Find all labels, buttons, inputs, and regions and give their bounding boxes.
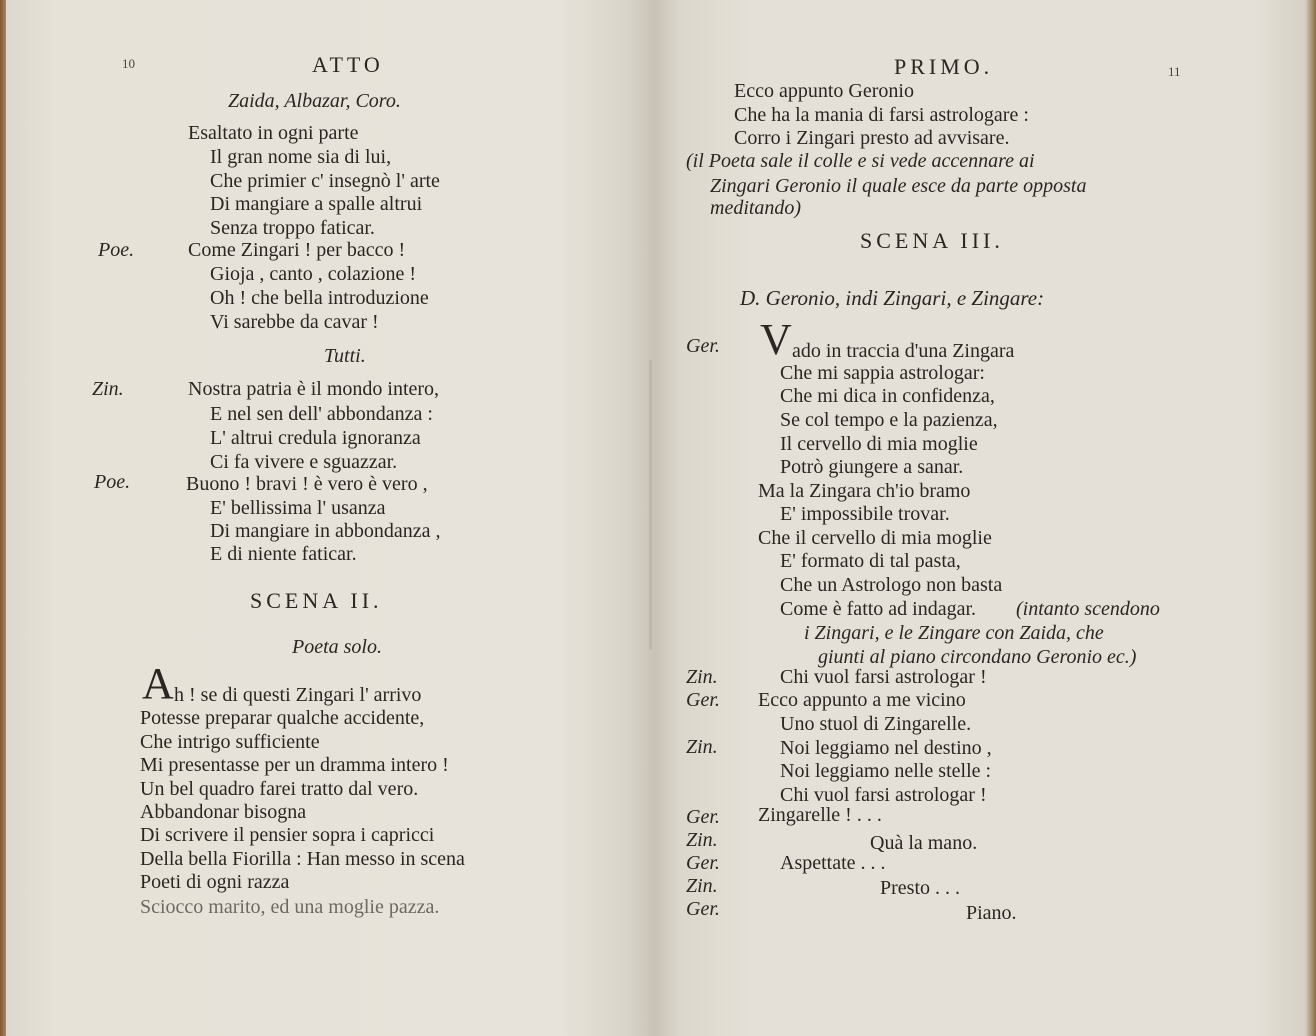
stage-direction: meditando) <box>710 197 802 219</box>
verse-line: Chi vuol farsi astrologar ! <box>780 784 987 806</box>
drop-cap: V <box>760 315 792 364</box>
verse-line: E' bellissima l' usanza <box>210 497 386 519</box>
verse-line: Un bel quadro farei tratto dal vero. <box>140 778 419 800</box>
stage-direction: giunti al piano circondano Geronio ec.) <box>818 646 1137 668</box>
speaker-label: Ger. <box>686 852 720 874</box>
verse-line: Mi presentasse per un dramma intero ! <box>140 754 449 776</box>
verse-line: Che il cervello di mia moglie <box>758 527 992 549</box>
verse-line: ado in traccia d'una Zingara <box>792 340 1015 362</box>
verse-line: Ecco appunto a me vicino <box>758 689 966 711</box>
verse-line: Di mangiare a spalle altrui <box>210 193 423 215</box>
verse-line: Uno stuol di Zingarelle. <box>780 713 972 735</box>
stage-direction: (intanto scendono <box>1016 598 1160 620</box>
stage-direction: i Zingari, e le Zingare con Zaida, che <box>804 622 1104 644</box>
verse-line: E nel sen dell' abbondanza : <box>210 403 433 425</box>
verse-line: h ! se di questi Zingari l' arrivo <box>174 684 422 706</box>
verse-line: Chi vuol farsi astrologar ! <box>780 666 987 688</box>
verse-line: Sciocco marito, ed una moglie pazza. <box>140 896 440 918</box>
verse-line: Piano. <box>966 902 1017 924</box>
stage-direction: (il Poeta sale il colle e si vede accennare ai <box>686 150 1035 172</box>
drop-cap: A <box>142 659 174 708</box>
verse-line: Di mangiare in abbondanza , <box>210 520 441 542</box>
verse-line: Oh ! che bella introduzione <box>210 287 429 309</box>
verse-line: Vi sarebbe da cavar ! <box>210 311 379 333</box>
verse-line: Della bella Fiorilla : Han messo in scena <box>140 848 465 870</box>
verse-line: Come è fatto ad indagar. <box>780 598 977 620</box>
verse-line: Noi leggiamo nelle stelle : <box>780 760 992 782</box>
verse-line: Abbandonar bisogna <box>140 801 307 823</box>
speaker-label: Ger. <box>686 898 720 920</box>
scene-title: SCENA III. <box>860 228 1004 253</box>
speaker-label: Ger. <box>686 689 720 711</box>
speaker-label: Zin. <box>686 829 718 851</box>
verse-line: Gioja , canto , colazione ! <box>210 263 417 285</box>
running-header: ATTO <box>312 52 384 77</box>
verse-line: E' impossibile trovar. <box>780 503 950 525</box>
verse-line: Nostra patria è il mondo intero, <box>188 378 440 400</box>
verse-line: L' altrui credula ignoranza <box>210 427 421 449</box>
speaker-label: Ger. <box>686 335 720 357</box>
verse-line: Come Zingari ! per bacco ! <box>188 239 406 261</box>
verse-line: Presto . . . <box>880 877 960 899</box>
verse-line: E' formato di tal pasta, <box>780 550 961 572</box>
verse-line: Che primier c' insegnò l' arte <box>210 170 440 192</box>
verse-line: Zingarelle ! . . . <box>758 804 882 826</box>
verse-line: Che ha la mania di farsi astrologare : <box>734 104 1029 126</box>
scene-cast: Poeta solo. <box>292 636 382 658</box>
verse-line: Che mi sappia astrologar: <box>780 362 985 384</box>
verse-line: Noi leggiamo nel destino , <box>780 737 992 759</box>
verse-line: Senza troppo faticar. <box>210 217 375 239</box>
verse-line: Poeti di ogni razza <box>140 871 290 893</box>
verse-line: Aspettate . . . <box>780 852 886 874</box>
speaker-label: Poe. <box>94 471 131 493</box>
verse-line: Il gran nome sia di lui, <box>210 146 392 168</box>
speaker-label: Zin. <box>92 378 124 400</box>
verse-line: Che mi dica in confidenza, <box>780 385 995 407</box>
verse-line: Se col tempo e la pazienza, <box>780 409 998 431</box>
verse-line: Che un Astrologo non basta <box>780 574 1003 596</box>
scene-cast: D. Geronio, indi Zingari, e Zingare: <box>740 286 1045 310</box>
verse-line: Potesse preparar qualche accidente, <box>140 707 425 729</box>
speaker-label: Zin. <box>686 736 718 758</box>
gutter-shadow <box>649 360 652 650</box>
running-header: PRIMO. <box>894 54 994 79</box>
scene-title: SCENA II. <box>250 588 383 613</box>
stage-direction: Zingari Geronio il quale esce da parte opposta <box>710 175 1087 197</box>
right-page <box>654 0 1306 1036</box>
speaker-label: Poe. <box>98 239 135 261</box>
cast-list: Zaida, Albazar, Coro. <box>228 90 401 112</box>
chorus-heading: Tutti. <box>324 345 366 367</box>
verse-line: E di niente faticar. <box>210 543 357 565</box>
verse-line: Che intrigo sufficiente <box>140 731 320 753</box>
verse-line: Di scrivere il pensier sopra i capricci <box>140 824 435 846</box>
verse-line: Il cervello di mia moglie <box>780 433 978 455</box>
verse-line: Ci fa vivere e sguazzar. <box>210 451 398 473</box>
left-page <box>6 0 654 1036</box>
verse-line: Quà la mano. <box>870 832 978 854</box>
verse-line: Esaltato in ogni parte <box>188 122 359 144</box>
speaker-label: Zin. <box>686 666 718 688</box>
verse-line: Potrò giungere a sanar. <box>780 456 964 478</box>
verse-line: Buono ! bravi ! è vero è vero , <box>186 473 428 495</box>
page-number: 10 <box>122 56 135 71</box>
speaker-label: Ger. <box>686 806 720 828</box>
verse-line: Ecco appunto Geronio <box>734 80 914 102</box>
verse-line: Ma la Zingara ch'io bramo <box>758 480 971 502</box>
speaker-label: Zin. <box>686 875 718 897</box>
book-right-edge <box>1306 0 1316 1036</box>
page-number: 11 <box>1168 64 1181 79</box>
verse-line: Corro i Zingari presto ad avvisare. <box>734 127 1010 149</box>
